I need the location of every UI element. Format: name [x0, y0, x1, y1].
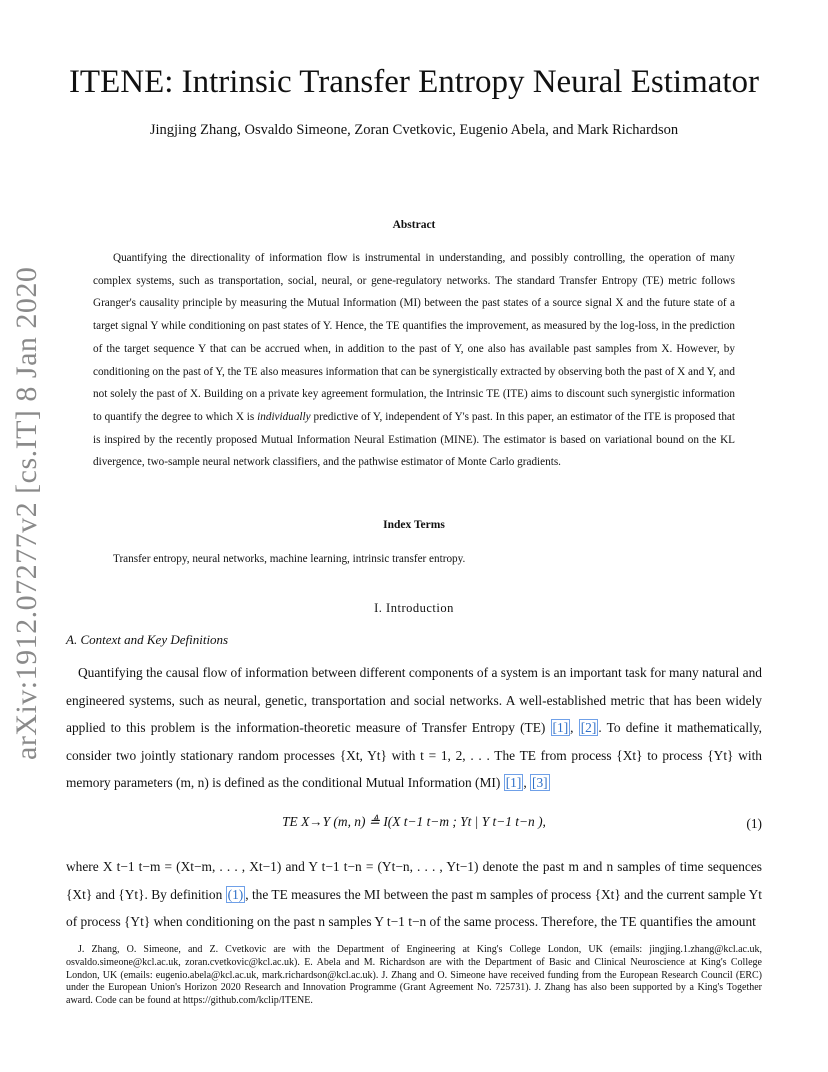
equation-te-definition: TE X→Y (m, n) ≜ I(X t−1 t−m ; Yt | Y t−1 t−n ),	[282, 814, 546, 829]
abstract-emphasis: individually	[257, 410, 311, 423]
paper-title: ITENE: Intrinsic Transfer Entropy Neural Estimator	[68, 64, 760, 100]
citation-link-2[interactable]: [2]	[580, 720, 597, 736]
intro-p2-text-a: where X t−1 t−m = (Xt−m, . . . , Xt−1) and Y t−1 t−n = (Yt−n, . . . , Yt−1) denote the past m and n samples of time sequences {Xt} and {Yt}. By definition	[66, 859, 762, 902]
index-terms-text: Transfer entropy, neural networks, machine learning, intrinsic transfer entropy.	[113, 553, 466, 565]
abstract-heading: Abstract	[392, 219, 436, 231]
arxiv-identifier-stamp: arXiv:1912.07277v2 [cs.IT] 8 Jan 2020	[10, 266, 43, 760]
abstract-text-part-1: Quantifying the directionality of information flow is instrumental in understanding, and possibly controlling, the operation of many complex systems, such as transportation, social, neural, or gene-regulatory networks. The standard Transfer Entropy (TE) metric follows Granger's causality principle by measuring the Mutual Information (MI) between the past states of a source signal X and the future state of a target signal Y while conditioning on past states of Y. Hence, the TE quantifies the improvement, as measured by the log-loss, in the prediction of the target sequence Y that can be accrued when, in addition to the past of Y, one also has available past samples from X. However, by conditioning on the past of Y, the TE also measures information that can be synergistically extracted by observing both the past of X and Y, and not solely the past of X. Building on a private key agreement formulation, the Intrinsic TE (ITE) aims to discount such synergistic information to quantify the degree to which X is	[93, 252, 735, 423]
intro-p1-text-a: Quantifying the causal flow of information between different components of a system is an important task for many natural and engineered systems, such as neural, genetic, transportation and social networks. A well-established metric that has been widely applied to this problem is the information-theoretic measure of Transfer Entropy (TE)	[66, 665, 762, 736]
intro-p1-text-b: . To define it mathematically, consider two jointly stationary random processes {Xt, Yt} with t = 1, 2, . . . The TE from process {Xt} to process {Yt} with memory parameters (m, n) is defined as the conditional Mutual Information (MI)	[66, 720, 762, 791]
equation-number: (1)	[746, 816, 762, 831]
citation-link-3[interactable]: [3]	[532, 775, 548, 791]
intro-paragraph-1: Quantifying the causal flow of information between different components of a system is an important task for many natural and engineered systems, such as neural, genetic, transportation and social networks. A well-established metric that has been widely applied to this problem is the information-theoretic measure of Transfer Entropy (TE) [1] , [2] . To define it mathematically, consider two jointly stationary random processes {Xt, Yt} with t = 1, 2, . . . The TE from process {Xt} to process {Yt} with memory parameters (m, n) is defined as the conditional Mutual Information (MI) [1] , [3]	[66, 665, 762, 791]
section-heading: I. Introduction	[374, 601, 454, 615]
citation-link-1b[interactable]: [1]	[505, 775, 522, 791]
author-list: Jingjing Zhang, Osvaldo Simeone, Zoran Cvetkovic, Eugenio Abela, and Mark Richardson	[149, 122, 679, 138]
citation-link-1[interactable]: [1]	[552, 720, 569, 736]
abstract-body	[93, 247, 735, 474]
subsection-heading: A. Context and Key Definitions	[66, 632, 229, 647]
abstract-text-part-2: predictive of Y, independent of Y's past. In this paper, an estimator of the ITE is proposed that is inspired by the recently proposed Mutual Information Neural Estimation (MINE). The estimator is based on variational bound on the KL divergence, two-sample neural network classifiers, and the pathwise estimator of Monte Carlo gradients.	[93, 410, 735, 469]
equation-reference-link[interactable]: (1)	[227, 886, 244, 902]
intro-paragraph-2	[66, 853, 762, 936]
index-terms-heading: Index Terms	[383, 519, 445, 531]
affiliation-footnote: J. Zhang, O. Simeone, and Z. Cvetkovic are with the Department of Engineering at King's College London, UK (emails: jingjing.1.zhang@kcl.ac.uk, osvaldo.simeone@kcl.ac.uk, zoran.cvetkovic@kcl.ac.uk). E. Abela and M. Richardson are with the Department of Basic and Clinical Neuroscience at King's College London, UK (emails: eugenio.abela@kcl.ac.uk, mark.richardson@kcl.ac.uk). J. Zhang and O. Simeone have received funding from the European Research Council (ERC) under the European Union's Horizon 2020 Research and Innovation Programme (Grant Agreement No. 725731). J. Zhang has also been supported by a King's Together award. Code can be found at https://github.com/kclip/ITENE.	[66, 944, 762, 1007]
intro-p2-text-b: , the TE measures the MI between the past m samples of process {Xt} and the current sample Yt of process {Yt} when conditioning on the past n samples Y t−1 t−n of the same process. Therefore, the TE quantifies the amount	[66, 886, 762, 930]
